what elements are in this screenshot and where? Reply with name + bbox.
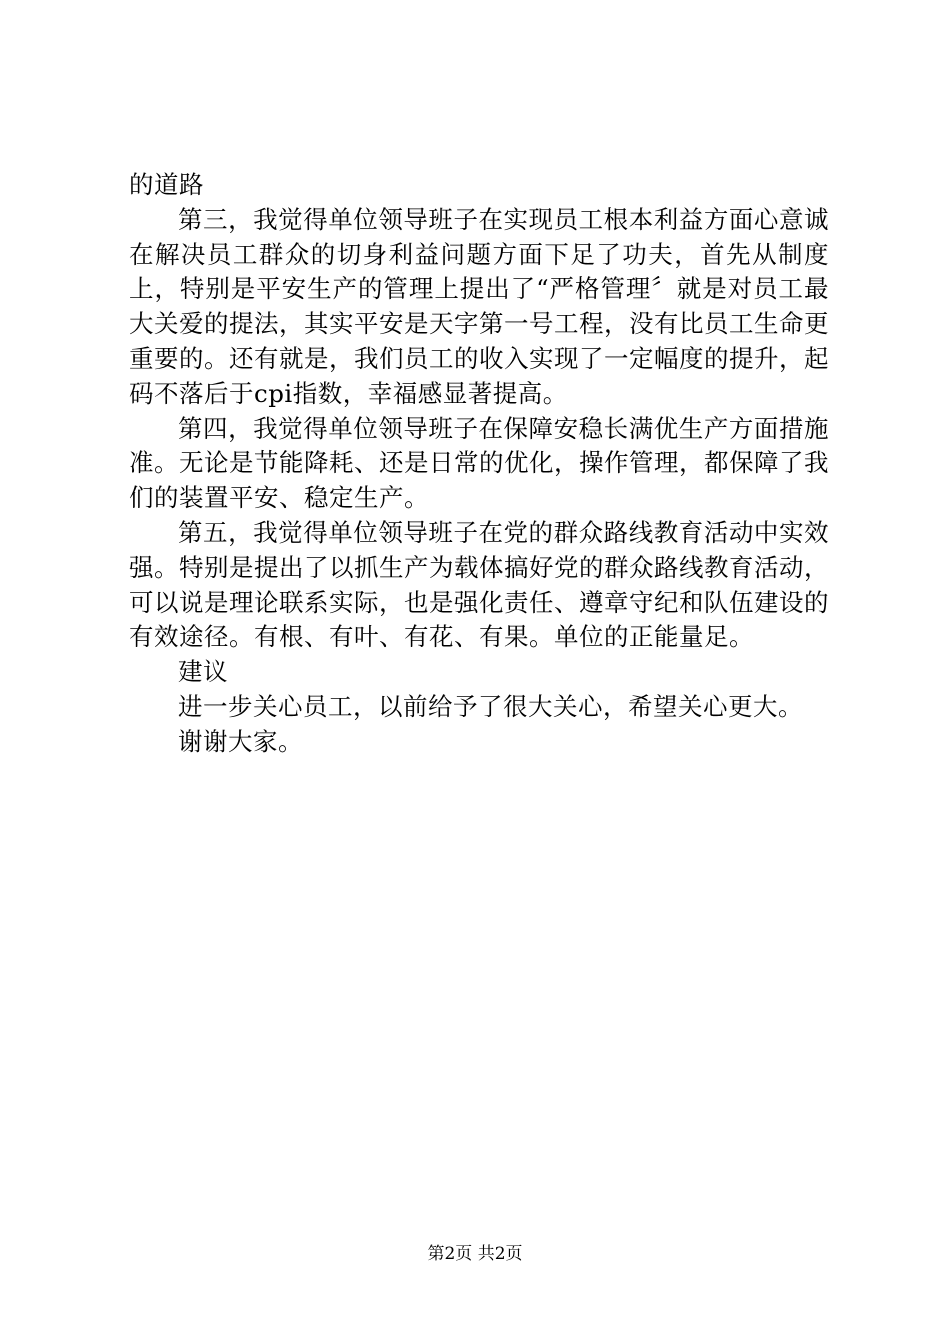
paragraph-fourth-point: 第四，我觉得单位领导班子在保障安稳长满优生产方面措施准。无论是节能降耗、还是日常的优化，操作管理，都保障了我们的装置平安、稳定生产。 [129,413,829,513]
paragraph-closing: 谢谢大家。 [178,726,303,756]
page-footer: 第2页 共2页 [427,1244,523,1264]
paragraph-fifth-point: 第五，我觉得单位领导班子在党的群众路线教育活动中实效强。特别是提出了以抓生产为载体搞好党的群众路线教育活动，可以说是理论联系实际，也是强化责任、遵章守纪和队伍建设的有效途径。有根、有叶、有花、有果。单位的正能量足。 [129,517,829,652]
document-body [129,168,829,760]
paragraph-suggestion: 进一步关心员工，以前给予了很大关心，希望关心更大。 [178,691,803,721]
paragraph-continuation: 的道路 [129,170,204,199]
heading-suggestion: 建议 [178,657,228,687]
paragraph-third-point: 第三，我觉得单位领导班子在实现员工根本利益方面心意诚在解决员工群众的切身利益问题方面下足了功夫，首先从制度上，特别是平安生产的管理上提出了“严格管理〞就是对员工最大关爱的提法，其实平安是天字第一号工程，没有比员工生命更重要的。还有就是，我们员工的收入实现了一定幅度的提升，起码不落后于cpi指数，幸福感显著提高。 [129,204,829,408]
